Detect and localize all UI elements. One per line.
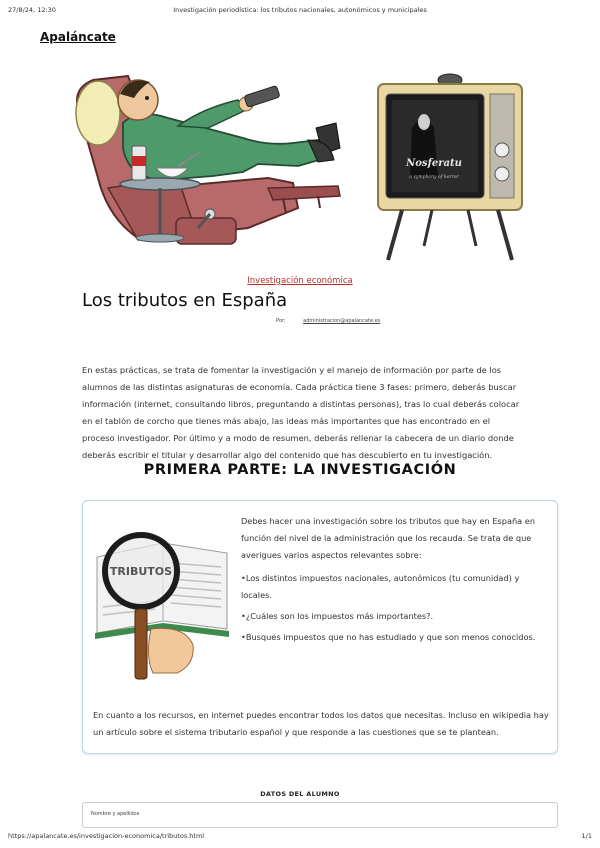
print-footer — [8, 832, 592, 842]
vintage-tv-illustration — [372, 70, 528, 262]
tv-movie-title: Nosferatu — [406, 158, 462, 169]
magnifier-newspaper-illustration — [93, 517, 233, 683]
section-heading: PRIMERA PARTE: LA INVESTIGACIÓN — [143, 462, 457, 478]
print-url: https://apalancate.es/investigacion-economica/tributos.html — [8, 832, 205, 840]
investigation-card — [82, 500, 558, 754]
magnifier-word: TRIBUTOS — [109, 565, 173, 578]
intro-paragraph: En estas prácticas, se trata de fomentar la investigación y el manejo de información por parte de los alumnos de las distintas asignaturas de economía. Cada práctica tiene 3 fases: primero, deberás buscar información (internet, consultando libros, preguntando a distintas personas), tras lo cual deberás colocar en el tablón de corcho que tienes más abajo, las ideas más importantes que has encontrado en el proceso investigador. Por último y a modo de resumen, deberás rellenar la cabecera de un diario donde deberás escribir el titular y desarrollar algo del contenido que has descubierto en tu investigación. — [82, 365, 520, 460]
list-item: • Los distintos impuestos nacionales, autonómicos (tu comunidad) y locales. — [241, 570, 551, 604]
student-name-box — [82, 802, 558, 828]
tv-movie-subtitle: a symphony of horror — [409, 175, 459, 180]
brand-link[interactable]: Apaláncate — [40, 30, 116, 44]
author-email-link[interactable]: administracion@apalancate.es — [303, 318, 381, 324]
student-section-title: DATOS DEL ALUMNO — [260, 790, 340, 798]
list-item: • Busques impuestos que no has estudiado y que son menos conocidos. — [241, 629, 551, 646]
page-title: Los tributos en España — [82, 290, 288, 311]
print-header — [8, 6, 592, 18]
investigation-bullets — [241, 570, 551, 646]
resources-paragraph: En cuanto a los recursos, en internet puedes encontrar todos los datos que necesitas. Incluso en wikipedia hay un artículo sobre el sistema tributario español y que responde a las cuestiones que se te plantean. — [93, 710, 549, 737]
list-item: • ¿Cuáles son los impuestos más importantes?. — [241, 608, 551, 625]
category-link[interactable]: Investigación económica — [247, 276, 353, 286]
investigation-paragraph: Debes hacer una investigación sobre los tributos que hay en España en función del nivel de la administración que los recauda. Se trata de que averigues varios aspectos relevantes sobre: — [241, 516, 536, 560]
student-name-label: Nombre y apellidos — [91, 811, 140, 817]
print-date: 27/8/24, 12:30 — [8, 6, 56, 14]
print-title: Investigación periodística: los tributos nacionales, autonómicos y municipales — [173, 6, 427, 14]
reclining-man-illustration — [68, 68, 348, 254]
investigation-text — [241, 513, 551, 650]
byline — [276, 318, 380, 324]
student-name-input[interactable] — [163, 808, 549, 824]
print-page-number: 1/1 — [581, 832, 592, 840]
byline-label: Por: — [276, 318, 286, 324]
